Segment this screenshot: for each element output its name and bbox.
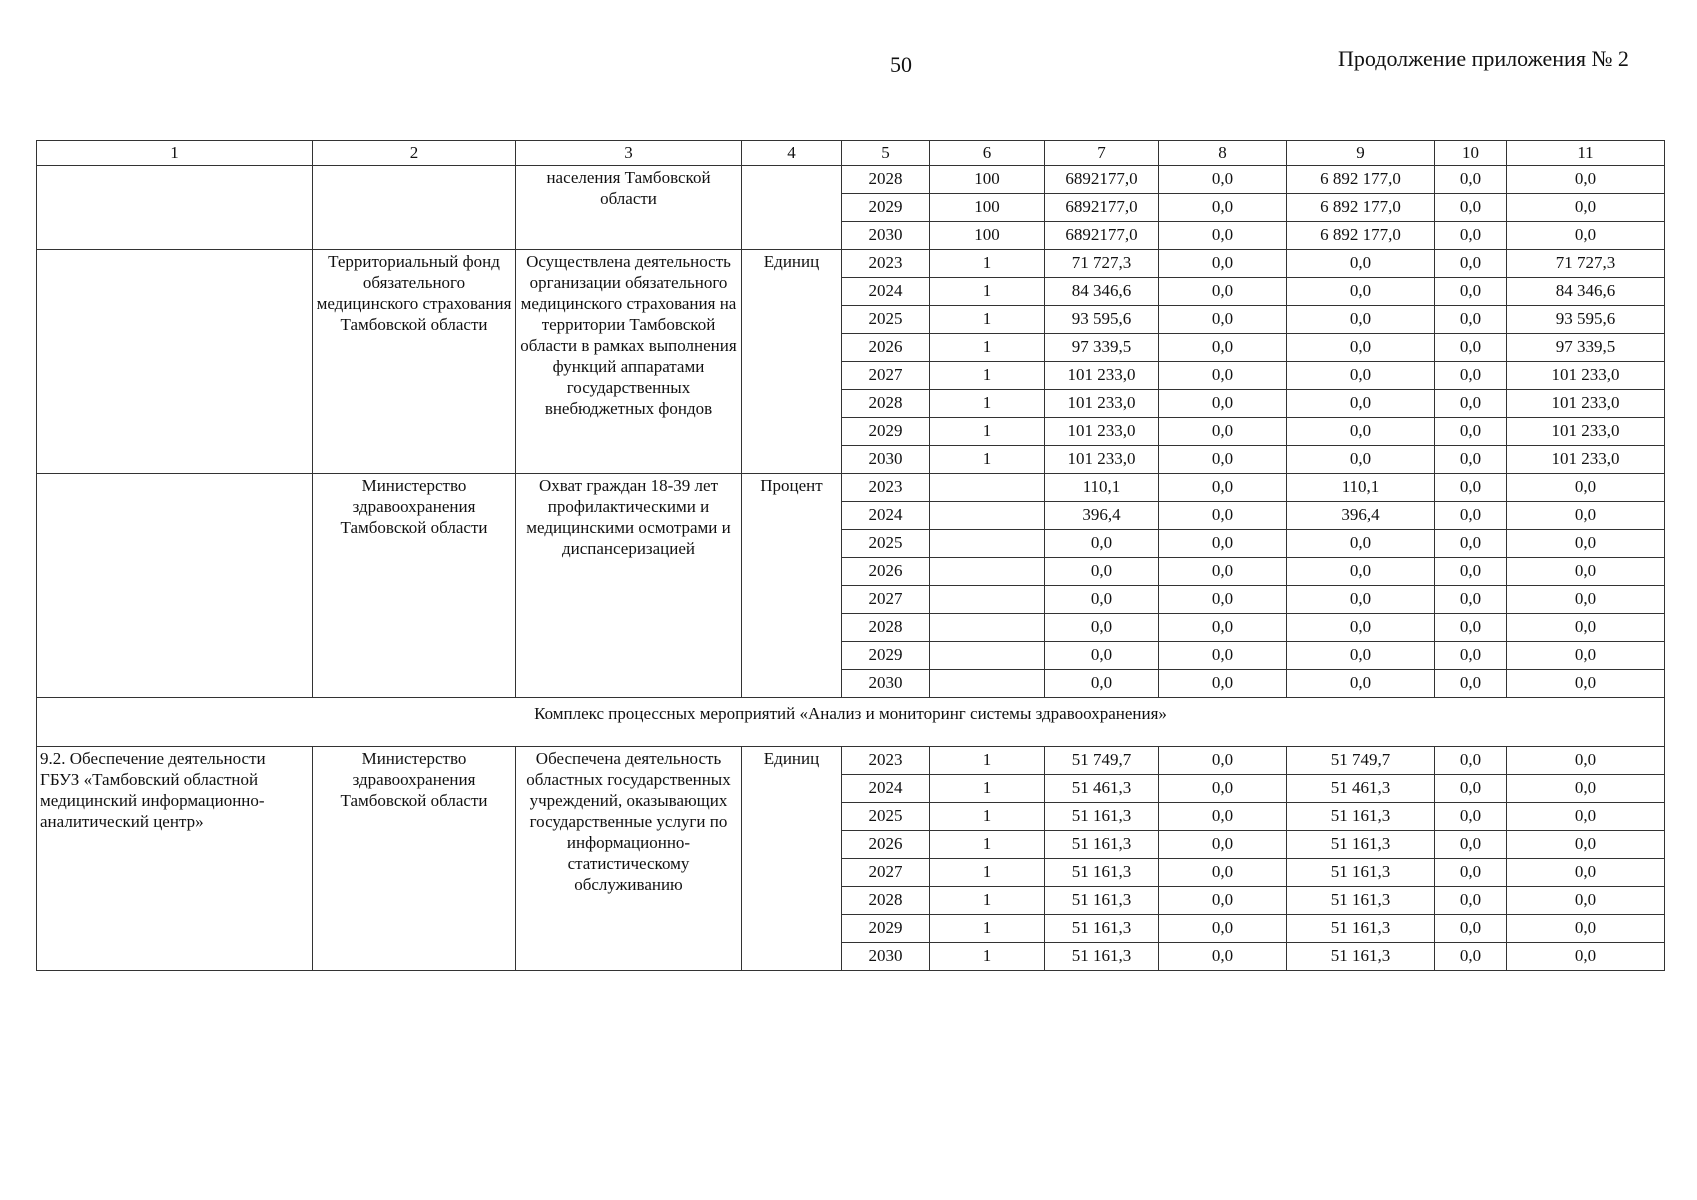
value-cell: 0,0 xyxy=(1159,502,1287,530)
value-cell: 110,1 xyxy=(1045,474,1159,502)
value-cell: 0,0 xyxy=(1287,530,1435,558)
value-cell: 0,0 xyxy=(1507,803,1665,831)
value-cell: 0,0 xyxy=(1435,502,1507,530)
value-cell: 2028 xyxy=(842,390,930,418)
value-cell: 0,0 xyxy=(1287,558,1435,586)
value-cell: 0,0 xyxy=(1159,418,1287,446)
value-cell: 0,0 xyxy=(1507,222,1665,250)
value-cell: 0,0 xyxy=(1435,306,1507,334)
value-cell: 51 161,3 xyxy=(1287,887,1435,915)
value-cell: 2030 xyxy=(842,943,930,971)
value-cell: 0,0 xyxy=(1435,166,1507,194)
page-number: 50 xyxy=(890,52,912,77)
value-cell: 0,0 xyxy=(1159,194,1287,222)
value-cell: 0,0 xyxy=(1159,306,1287,334)
value-cell: 6 892 177,0 xyxy=(1287,166,1435,194)
value-cell: 1 xyxy=(930,859,1045,887)
value-cell: 101 233,0 xyxy=(1507,418,1665,446)
value-cell: 100 xyxy=(930,194,1045,222)
value-cell: 0,0 xyxy=(1507,502,1665,530)
value-cell xyxy=(930,530,1045,558)
value-cell: 101 233,0 xyxy=(1507,362,1665,390)
value-cell: 6892177,0 xyxy=(1045,194,1159,222)
result-cell: населения Тамбовской области xyxy=(516,166,742,250)
value-cell: 2024 xyxy=(842,502,930,530)
value-cell: 0,0 xyxy=(1287,586,1435,614)
value-cell: 0,0 xyxy=(1507,614,1665,642)
value-cell: 2027 xyxy=(842,859,930,887)
value-cell: 101 233,0 xyxy=(1045,362,1159,390)
value-cell: 100 xyxy=(930,222,1045,250)
value-cell: 0,0 xyxy=(1159,859,1287,887)
value-cell: 1 xyxy=(930,915,1045,943)
value-cell: 0,0 xyxy=(1435,446,1507,474)
column-header: 7 xyxy=(1045,141,1159,166)
column-header: 10 xyxy=(1435,141,1507,166)
value-cell: 0,0 xyxy=(1507,775,1665,803)
value-cell: 2029 xyxy=(842,642,930,670)
value-cell: 0,0 xyxy=(1159,474,1287,502)
responsible-cell xyxy=(313,166,516,250)
value-cell: 2027 xyxy=(842,586,930,614)
value-cell: 0,0 xyxy=(1045,670,1159,698)
value-cell: 1 xyxy=(930,803,1045,831)
section-row xyxy=(37,698,1665,747)
header-row xyxy=(37,141,1665,166)
value-cell: 2026 xyxy=(842,334,930,362)
value-cell: 2023 xyxy=(842,747,930,775)
value-cell: 0,0 xyxy=(1159,614,1287,642)
value-cell: 51 161,3 xyxy=(1045,803,1159,831)
value-cell: 0,0 xyxy=(1287,250,1435,278)
value-cell: 0,0 xyxy=(1435,390,1507,418)
value-cell: 0,0 xyxy=(1435,831,1507,859)
value-cell: 0,0 xyxy=(1287,278,1435,306)
column-header: 9 xyxy=(1287,141,1435,166)
column-header: 5 xyxy=(842,141,930,166)
value-cell: 51 161,3 xyxy=(1287,859,1435,887)
value-cell: 2028 xyxy=(842,887,930,915)
value-cell: 0,0 xyxy=(1435,775,1507,803)
value-cell: 2024 xyxy=(842,775,930,803)
value-cell: 0,0 xyxy=(1507,586,1665,614)
value-cell: 0,0 xyxy=(1435,558,1507,586)
value-cell xyxy=(930,614,1045,642)
value-cell: 51 161,3 xyxy=(1287,915,1435,943)
activity-cell: 9.2. Обеспечение деятельности ГБУЗ «Тамбовский областной медицинский информационно-аналитический центр» xyxy=(37,747,313,971)
value-cell: 2024 xyxy=(842,278,930,306)
value-cell: 0,0 xyxy=(1435,943,1507,971)
continuation-label: Продолжение приложения № 2 xyxy=(1338,46,1629,71)
value-cell: 51 161,3 xyxy=(1045,859,1159,887)
column-header: 2 xyxy=(313,141,516,166)
value-cell: 396,4 xyxy=(1287,502,1435,530)
value-cell: 1 xyxy=(930,887,1045,915)
value-cell: 51 161,3 xyxy=(1287,831,1435,859)
value-cell: 2026 xyxy=(842,558,930,586)
value-cell: 93 595,6 xyxy=(1045,306,1159,334)
table-row xyxy=(37,250,1665,278)
table-row xyxy=(37,474,1665,502)
value-cell: 51 161,3 xyxy=(1045,831,1159,859)
result-cell: Охват граждан 18-39 лет профилактическими и медицинскими осмотрами и диспансеризацией xyxy=(516,474,742,698)
value-cell: 0,0 xyxy=(1507,530,1665,558)
value-cell: 1 xyxy=(930,362,1045,390)
value-cell: 0,0 xyxy=(1435,474,1507,502)
value-cell: 0,0 xyxy=(1435,418,1507,446)
table-row xyxy=(37,166,1665,194)
value-cell: 2023 xyxy=(842,250,930,278)
value-cell xyxy=(930,558,1045,586)
responsible-cell: Министерство здравоохранения Тамбовской области xyxy=(313,747,516,971)
value-cell: 0,0 xyxy=(1507,670,1665,698)
value-cell: 0,0 xyxy=(1435,334,1507,362)
value-cell: 0,0 xyxy=(1159,831,1287,859)
value-cell: 71 727,3 xyxy=(1507,250,1665,278)
value-cell: 1 xyxy=(930,278,1045,306)
value-cell: 0,0 xyxy=(1159,222,1287,250)
value-cell: 0,0 xyxy=(1287,446,1435,474)
value-cell: 1 xyxy=(930,306,1045,334)
value-cell: 51 749,7 xyxy=(1287,747,1435,775)
responsible-cell: Территориальный фонд обязательного медицинского страхования Тамбовской области xyxy=(313,250,516,474)
activity-cell xyxy=(37,166,313,250)
value-cell: 2029 xyxy=(842,194,930,222)
value-cell: 101 233,0 xyxy=(1045,390,1159,418)
value-cell: 1 xyxy=(930,943,1045,971)
value-cell: 1 xyxy=(930,418,1045,446)
value-cell: 0,0 xyxy=(1435,803,1507,831)
unit-cell xyxy=(742,166,842,250)
value-cell: 0,0 xyxy=(1287,642,1435,670)
value-cell: 2028 xyxy=(842,614,930,642)
value-cell xyxy=(930,502,1045,530)
value-cell: 0,0 xyxy=(1159,670,1287,698)
value-cell: 0,0 xyxy=(1159,278,1287,306)
value-cell: 0,0 xyxy=(1435,586,1507,614)
value-cell: 0,0 xyxy=(1435,887,1507,915)
value-cell: 0,0 xyxy=(1159,334,1287,362)
value-cell: 0,0 xyxy=(1507,474,1665,502)
value-cell: 0,0 xyxy=(1435,278,1507,306)
value-cell: 0,0 xyxy=(1159,558,1287,586)
value-cell: 396,4 xyxy=(1045,502,1159,530)
value-cell: 51 161,3 xyxy=(1045,915,1159,943)
value-cell: 0,0 xyxy=(1287,614,1435,642)
value-cell: 101 233,0 xyxy=(1045,418,1159,446)
value-cell: 0,0 xyxy=(1159,446,1287,474)
value-cell: 2029 xyxy=(842,915,930,943)
value-cell xyxy=(930,670,1045,698)
value-cell: 2025 xyxy=(842,306,930,334)
value-cell: 0,0 xyxy=(1287,670,1435,698)
value-cell: 2026 xyxy=(842,831,930,859)
value-cell: 0,0 xyxy=(1435,530,1507,558)
value-cell: 0,0 xyxy=(1507,166,1665,194)
value-cell: 0,0 xyxy=(1435,250,1507,278)
value-cell: 6892177,0 xyxy=(1045,222,1159,250)
value-cell: 1 xyxy=(930,831,1045,859)
column-header: 3 xyxy=(516,141,742,166)
unit-cell: Процент xyxy=(742,474,842,698)
value-cell: 0,0 xyxy=(1435,222,1507,250)
value-cell: 0,0 xyxy=(1159,775,1287,803)
value-cell: 0,0 xyxy=(1435,670,1507,698)
value-cell: 0,0 xyxy=(1287,306,1435,334)
value-cell: 1 xyxy=(930,250,1045,278)
unit-cell: Единиц xyxy=(742,250,842,474)
column-header: 6 xyxy=(930,141,1045,166)
value-cell: 101 233,0 xyxy=(1507,390,1665,418)
value-cell: 1 xyxy=(930,334,1045,362)
value-cell: 0,0 xyxy=(1507,747,1665,775)
column-header: 4 xyxy=(742,141,842,166)
value-cell: 97 339,5 xyxy=(1507,334,1665,362)
value-cell: 100 xyxy=(930,166,1045,194)
value-cell: 0,0 xyxy=(1507,943,1665,971)
value-cell: 0,0 xyxy=(1435,194,1507,222)
value-cell: 0,0 xyxy=(1159,642,1287,670)
data-table xyxy=(36,140,1665,971)
value-cell: 0,0 xyxy=(1507,831,1665,859)
column-header: 1 xyxy=(37,141,313,166)
value-cell: 1 xyxy=(930,390,1045,418)
table-row xyxy=(37,747,1665,775)
value-cell: 0,0 xyxy=(1159,530,1287,558)
value-cell: 93 595,6 xyxy=(1507,306,1665,334)
value-cell: 2025 xyxy=(842,803,930,831)
value-cell: 51 461,3 xyxy=(1045,775,1159,803)
responsible-cell: Министерство здравоохранения Тамбовской области xyxy=(313,474,516,698)
value-cell: 0,0 xyxy=(1159,362,1287,390)
value-cell: 0,0 xyxy=(1435,915,1507,943)
value-cell: 0,0 xyxy=(1435,614,1507,642)
value-cell: 0,0 xyxy=(1159,943,1287,971)
value-cell: 0,0 xyxy=(1159,390,1287,418)
value-cell: 2023 xyxy=(842,474,930,502)
value-cell: 101 233,0 xyxy=(1045,446,1159,474)
value-cell: 0,0 xyxy=(1507,642,1665,670)
value-cell: 0,0 xyxy=(1287,418,1435,446)
value-cell: 0,0 xyxy=(1159,747,1287,775)
value-cell: 0,0 xyxy=(1159,803,1287,831)
value-cell xyxy=(930,642,1045,670)
value-cell: 0,0 xyxy=(1287,362,1435,390)
value-cell: 101 233,0 xyxy=(1507,446,1665,474)
value-cell: 6 892 177,0 xyxy=(1287,222,1435,250)
value-cell: 0,0 xyxy=(1507,558,1665,586)
activity-cell xyxy=(37,474,313,698)
value-cell: 0,0 xyxy=(1435,859,1507,887)
value-cell xyxy=(930,474,1045,502)
value-cell: 51 749,7 xyxy=(1045,747,1159,775)
value-cell: 2029 xyxy=(842,418,930,446)
value-cell: 0,0 xyxy=(1159,586,1287,614)
section-title: Комплекс процессных мероприятий «Анализ и мониторинг системы здравоохранения» xyxy=(37,698,1665,747)
result-cell: Обеспечена деятельность областных государственных учреждений, оказывающих государственные услуги по информационно-статистическому обслуживанию xyxy=(516,747,742,971)
value-cell: 0,0 xyxy=(1287,390,1435,418)
unit-cell: Единиц xyxy=(742,747,842,971)
value-cell: 0,0 xyxy=(1045,558,1159,586)
value-cell: 2025 xyxy=(842,530,930,558)
value-cell: 0,0 xyxy=(1159,887,1287,915)
column-header: 8 xyxy=(1159,141,1287,166)
value-cell: 0,0 xyxy=(1507,887,1665,915)
value-cell: 71 727,3 xyxy=(1045,250,1159,278)
value-cell: 2030 xyxy=(842,222,930,250)
value-cell: 2030 xyxy=(842,446,930,474)
value-cell: 0,0 xyxy=(1045,642,1159,670)
value-cell: 1 xyxy=(930,775,1045,803)
value-cell: 2027 xyxy=(842,362,930,390)
value-cell: 0,0 xyxy=(1287,334,1435,362)
value-cell: 51 161,3 xyxy=(1045,887,1159,915)
value-cell: 0,0 xyxy=(1045,614,1159,642)
value-cell: 0,0 xyxy=(1045,530,1159,558)
value-cell: 0,0 xyxy=(1159,250,1287,278)
value-cell: 0,0 xyxy=(1507,194,1665,222)
activity-cell xyxy=(37,250,313,474)
value-cell: 0,0 xyxy=(1435,362,1507,390)
value-cell: 51 161,3 xyxy=(1287,943,1435,971)
value-cell: 97 339,5 xyxy=(1045,334,1159,362)
column-header: 11 xyxy=(1507,141,1665,166)
value-cell: 0,0 xyxy=(1159,915,1287,943)
value-cell: 0,0 xyxy=(1435,747,1507,775)
value-cell: 0,0 xyxy=(1159,166,1287,194)
value-cell: 0,0 xyxy=(1507,915,1665,943)
value-cell: 51 461,3 xyxy=(1287,775,1435,803)
value-cell: 51 161,3 xyxy=(1045,943,1159,971)
value-cell: 1 xyxy=(930,446,1045,474)
value-cell: 6 892 177,0 xyxy=(1287,194,1435,222)
value-cell: 84 346,6 xyxy=(1045,278,1159,306)
value-cell: 2030 xyxy=(842,670,930,698)
result-cell: Осуществлена деятельность организации обязательного медицинского страхования на территории Тамбовской области в рамках выполнения функций аппаратами государственных внебюджетных фондов xyxy=(516,250,742,474)
value-cell: 2028 xyxy=(842,166,930,194)
value-cell: 0,0 xyxy=(1507,859,1665,887)
value-cell: 84 346,6 xyxy=(1507,278,1665,306)
value-cell: 51 161,3 xyxy=(1287,803,1435,831)
value-cell: 1 xyxy=(930,747,1045,775)
value-cell xyxy=(930,586,1045,614)
value-cell: 0,0 xyxy=(1045,586,1159,614)
value-cell: 6892177,0 xyxy=(1045,166,1159,194)
value-cell: 0,0 xyxy=(1435,642,1507,670)
value-cell: 110,1 xyxy=(1287,474,1435,502)
